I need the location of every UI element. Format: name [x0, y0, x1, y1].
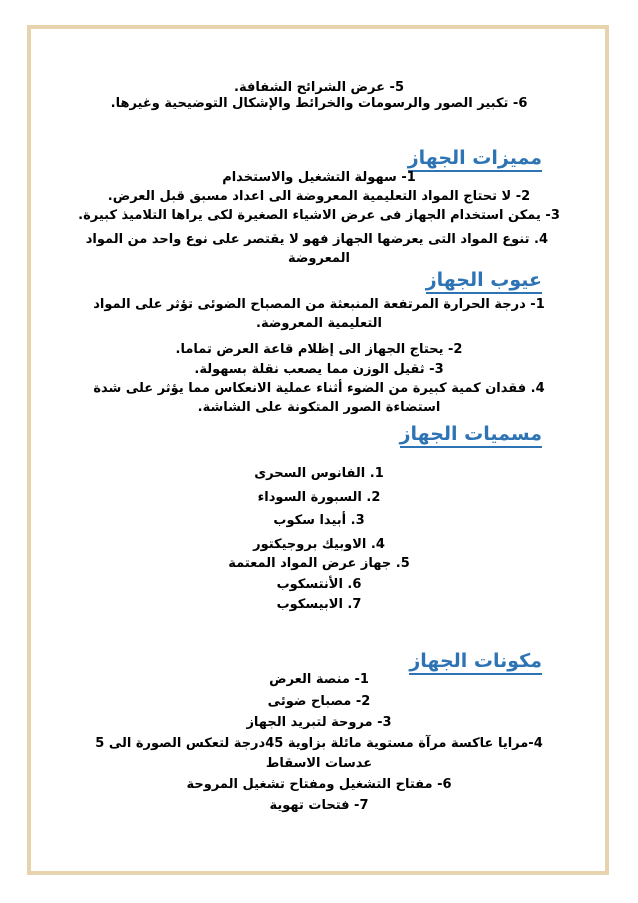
features-heading: مميزات الجهاز	[408, 146, 542, 172]
item-number: 2	[521, 189, 531, 204]
defects-item	[70, 380, 568, 398]
item-number: 1	[535, 297, 545, 312]
item-number: 1	[406, 170, 416, 185]
defects-item	[90, 361, 548, 379]
item-text: - يمكن استخدام الجهاز فى عرض الاشياء الصغيرة لكى يراها التلاميذ كبيرة.	[78, 208, 551, 223]
components-item	[90, 797, 548, 815]
features-item	[90, 188, 548, 206]
defects-item	[90, 296, 548, 314]
item-text: . فقدان كمية كبيرة من الضوء أثناء عملية الانعكاس مما يؤثر على شدة	[93, 381, 536, 396]
item-text: - سهولة التشغيل والاستخدام	[222, 170, 407, 185]
components-item	[90, 693, 548, 711]
item-text: . تنوع المواد التى يعرضها الجهاز فهو لا يقتصر على نوع واحد من المواد	[85, 232, 539, 247]
names-item	[90, 555, 548, 573]
item-text: . السبورة السوداء	[257, 490, 372, 505]
item-number: 1	[374, 466, 384, 481]
components-item	[90, 776, 548, 794]
item-number: 5	[400, 556, 410, 571]
intro-item-text: - تكبير الصور والرسومات والخرائط والإشكال التوضيحية وغيرها.	[110, 96, 519, 111]
item-text: . أبيدا سكوب	[273, 513, 356, 528]
item-number: 4	[533, 736, 543, 751]
features-item	[40, 207, 598, 225]
item-text: - منصة العرض	[269, 672, 360, 687]
names-item	[90, 512, 548, 530]
defects-heading: عيوب الجهاز	[426, 268, 542, 294]
components-item	[90, 671, 548, 689]
item-number: 2	[453, 342, 463, 357]
features-item	[85, 231, 548, 249]
components-item	[40, 735, 598, 753]
item-number: 3	[550, 208, 560, 223]
item-number: 2	[371, 490, 381, 505]
item-text: - درجة الحرارة المرتفعة المنبعثة من المصباح الضوئى تؤثر على المواد	[93, 297, 536, 312]
item-text: . الفانوس السحرى	[254, 466, 375, 481]
names-item	[90, 536, 548, 554]
item-text: - ثقيل الوزن مما يصعب نقلة بسهولة.	[194, 362, 435, 377]
intro-item-number: 5	[394, 80, 404, 95]
names-item	[90, 489, 548, 507]
item-text: . جهاز عرض المواد المعتمة	[228, 556, 401, 571]
item-text: - فتحات تهوية	[269, 798, 360, 813]
item-text: - مروحة لتبريد الجهاز	[246, 715, 383, 730]
item-number: 6	[352, 577, 362, 592]
item-number: 3	[382, 715, 392, 730]
intro-item-number: 6	[518, 96, 528, 111]
item-text: - لا تحتاج المواد التعليمية المعروضة الى اعداد مسبق قبل العرض.	[107, 189, 522, 204]
item-number: 4	[538, 232, 548, 247]
item-text: . الاوبيك بروجيكتور	[253, 537, 376, 552]
item-text: -مرايا عاكسة مرآة مستوية مائلة بزاوية 45درجة لتعكس الصورة الى 5	[95, 736, 534, 751]
item-number: 2	[361, 694, 371, 709]
item-text: . الابيسكوب	[276, 597, 353, 612]
names-item	[90, 576, 548, 594]
features-item-continuation: المعروضة	[287, 251, 350, 266]
components-item-continuation: عدسات الاسقاط	[265, 756, 373, 771]
names-item	[90, 596, 548, 614]
item-text: - يحتاج الجهاز الى إظلام قاعة العرض تماما.	[175, 342, 454, 357]
item-number: 4	[535, 381, 545, 396]
item-number: 3	[355, 513, 365, 528]
item-number: 1	[359, 672, 369, 687]
names-heading: مسميات الجهاز	[400, 422, 542, 448]
item-number: 3	[434, 362, 444, 377]
features-item	[90, 169, 548, 187]
item-number: 7	[352, 597, 362, 612]
intro-item-text: - عرض الشرائح الشفافة.	[234, 80, 395, 95]
item-number: 6	[442, 777, 452, 792]
item-text: . الأنتسكوب	[276, 577, 353, 592]
defects-item-continuation: استضاءة الصور المتكونة على الشاشة.	[197, 400, 441, 415]
defects-item	[90, 341, 548, 359]
item-text: - مفتاح التشغيل ومفتاح تشغيل المروحة	[186, 777, 443, 792]
intro-item-6	[90, 95, 548, 113]
item-text: - مصباح ضوئى	[267, 694, 362, 709]
components-item	[90, 714, 548, 732]
names-item	[90, 465, 548, 483]
defects-item-continuation: التعليمية المعروضة.	[256, 316, 382, 331]
components-heading: مكونات الجهاز	[409, 649, 542, 675]
item-number: 7	[359, 798, 369, 813]
item-number: 4	[375, 537, 385, 552]
